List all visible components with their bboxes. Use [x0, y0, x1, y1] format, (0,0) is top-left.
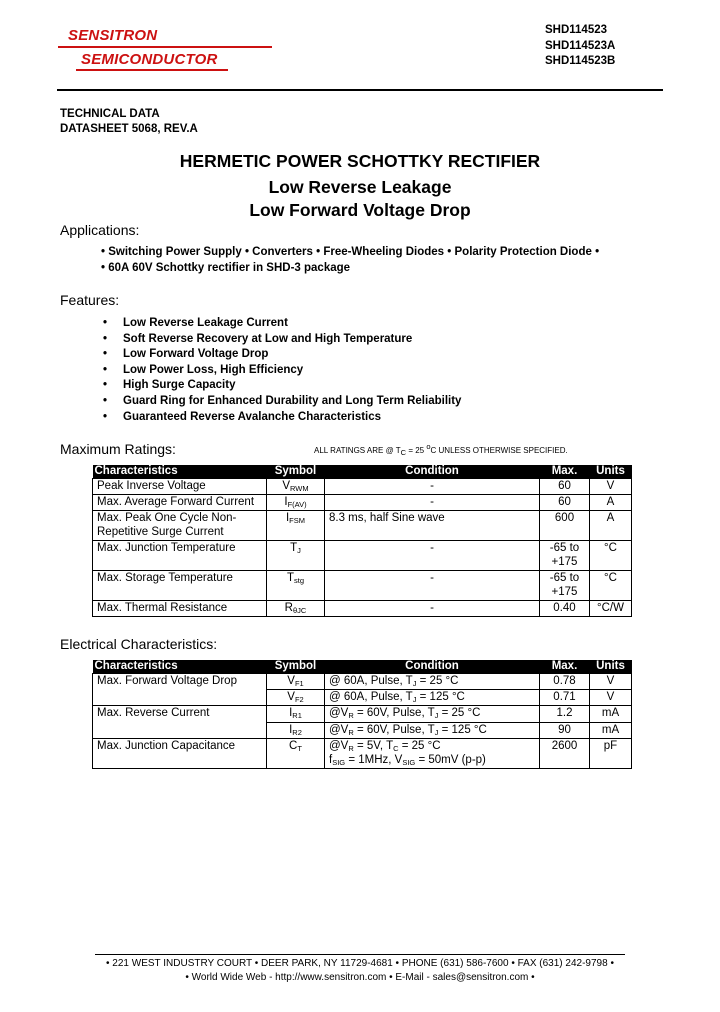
table-cell: 60 — [540, 495, 590, 511]
table-cell: $V_{RWM}$ — [267, 479, 325, 495]
list-item: • Low Forward Voltage Drop — [103, 348, 269, 361]
col-symbol: Symbol — [267, 465, 325, 479]
table-cell: $I_{F(AV)}$ — [267, 495, 325, 511]
doc-type: TECHNICAL DATA — [60, 108, 160, 120]
col-units: Units — [590, 660, 632, 674]
features-list — [103, 316, 461, 425]
table-cell: $V_{F1}$ — [267, 674, 325, 690]
table-cell: Max. Peak One Cycle Non-Repetitive Surge Current — [93, 511, 267, 541]
table-cell: Max. Junction Temperature — [93, 541, 267, 571]
table-row — [93, 541, 632, 571]
table-header-row — [93, 660, 632, 674]
company-name-line1: SENSITRON — [68, 27, 158, 44]
datasheet-rev: DATASHEET 5068, REV.A — [60, 122, 198, 135]
table-cell: $T_{stg}$ — [267, 571, 325, 601]
table-cell: V — [590, 479, 632, 495]
part-numbers — [545, 23, 615, 70]
table-row — [93, 495, 632, 511]
col-max: Max. — [540, 660, 590, 674]
table-cell: $I_{FSM}$ — [267, 511, 325, 541]
logo-rule-bottom — [76, 69, 228, 71]
logo-rule-top — [58, 46, 272, 48]
table-cell: 0.40 — [540, 601, 590, 617]
table-cell: 60 — [540, 479, 590, 495]
subtitle-1: Low Reverse Leakage — [268, 177, 452, 197]
col-symbol: Symbol — [267, 660, 325, 674]
col-max: Max. — [540, 465, 590, 479]
table-row — [93, 571, 632, 601]
table-cell: A — [590, 511, 632, 541]
footer-contact: • World Wide Web - http://www.sensitron.com • E-Mail - sales@sensitron.com • — [185, 972, 535, 983]
electrical-heading: Electrical Characteristics: — [60, 636, 218, 652]
table-cell: 90 — [540, 723, 590, 739]
part-number: SHD114523 — [545, 24, 608, 36]
table-cell: Max. Junction Capacitance — [93, 739, 267, 769]
company-logo — [68, 27, 218, 68]
table-cell: @ 60A, Pulse, $T_J = 25$ °C — [325, 674, 540, 690]
table-header-row — [93, 465, 632, 479]
list-item: • Guaranteed Reverse Avalanche Characteristics — [103, 410, 382, 423]
table-cell: °C — [590, 541, 632, 571]
footer-divider — [95, 954, 625, 955]
table-cell: - — [325, 571, 540, 601]
part-number: SHD114523B — [545, 55, 616, 67]
table-cell: $T_J$ — [267, 541, 325, 571]
col-units: Units — [590, 465, 632, 479]
table-cell: Max. Thermal Resistance — [93, 601, 267, 617]
table-cell: V — [590, 674, 632, 690]
table-row — [93, 706, 632, 723]
table-cell: V — [590, 690, 632, 706]
list-item: • Low Power Loss, High Efficiency — [103, 363, 304, 376]
applications-line-2: • 60A 60V Schottky rectifier in SHD-3 package — [101, 262, 351, 274]
list-item: • Soft Reverse Recovery at Low and High Temperature — [103, 332, 413, 345]
table-cell: 0.78 — [540, 674, 590, 690]
table-cell: °C/W — [590, 601, 632, 617]
table-cell: - — [325, 601, 540, 617]
table-cell: -65 to +175 — [540, 571, 590, 601]
table-cell: 2600 — [540, 739, 590, 769]
ratings-note: ALL RATINGS ARE @ $T_C = 25$ $^o$C UNLESS OTHERWISE SPECIFIED. — [314, 442, 568, 457]
table-cell: $I_{R2}$ — [267, 723, 325, 739]
electrical-table — [92, 660, 632, 769]
table-cell: 8.3 ms, half Sine wave — [325, 511, 540, 541]
table-cell: mA — [590, 723, 632, 739]
page-title: HERMETIC POWER SCHOTTKY RECTIFIER — [179, 151, 541, 171]
table-cell: $C_T$ — [267, 739, 325, 769]
subtitle-2: Low Forward Voltage Drop — [249, 200, 471, 220]
footer-address: • 221 WEST INDUSTRY COURT • DEER PARK, NY 11729-4681 • PHONE (631) 586-7600 • FAX (631) 242-9798 • — [106, 958, 614, 969]
table-cell: Max. Forward Voltage Drop — [93, 674, 267, 706]
table-cell: $V_{F2}$ — [267, 690, 325, 706]
col-characteristics: Characteristics — [93, 660, 267, 674]
table-cell: $I_{R1}$ — [267, 706, 325, 723]
table-cell: 600 — [540, 511, 590, 541]
table-row — [93, 739, 632, 769]
table-cell: 0.71 — [540, 690, 590, 706]
table-cell: mA — [590, 706, 632, 723]
table-cell: °C — [590, 571, 632, 601]
table-row — [93, 674, 632, 690]
applications-line-1: • Switching Power Supply • Converters • Free-Wheeling Diodes • Polarity Protection Diode • — [101, 246, 600, 258]
max-ratings-table — [92, 465, 632, 617]
max-ratings-heading: Maximum Ratings: — [60, 441, 176, 457]
table-cell: $@V_R = 60V$, Pulse, $T_J = 125$ °C — [325, 723, 540, 739]
table-cell: - — [325, 541, 540, 571]
table-cell: $@V_R = 5V$, $T_C = 25$ °C $f_{SIG} = 1MHz$, $V_{SIG} = 50mV$ (p-p) — [325, 739, 540, 769]
table-cell: A — [590, 495, 632, 511]
table-cell: $R_{\theta JC}$ — [267, 601, 325, 617]
table-cell: $@V_R = 60V$, Pulse, $T_J = 25$ °C — [325, 706, 540, 723]
col-condition: Condition — [325, 660, 540, 674]
table-cell: - — [325, 479, 540, 495]
table-cell: 1.2 — [540, 706, 590, 723]
table-row — [93, 479, 632, 495]
table-row — [93, 511, 632, 541]
list-item: • High Surge Capacity — [103, 379, 236, 392]
company-name-line2: SEMICONDUCTOR — [81, 51, 218, 68]
applications-heading: Applications: — [60, 222, 140, 238]
col-characteristics: Characteristics — [93, 465, 267, 479]
features-heading: Features: — [60, 292, 120, 308]
table-cell: Max. Reverse Current — [93, 706, 267, 739]
table-cell: Max. Storage Temperature — [93, 571, 267, 601]
table-cell: Max. Average Forward Current — [93, 495, 267, 511]
table-row — [93, 601, 632, 617]
part-number: SHD114523A — [545, 39, 616, 52]
col-condition: Condition — [325, 465, 540, 479]
table-cell: pF — [590, 739, 632, 769]
table-cell: Peak Inverse Voltage — [93, 479, 267, 495]
table-cell: @ 60A, Pulse, $T_J = 125$ °C — [325, 690, 540, 706]
table-cell: - — [325, 495, 540, 511]
table-cell: -65 to +175 — [540, 541, 590, 571]
list-item: • Guard Ring for Enhanced Durability and Long Term Reliability — [103, 394, 462, 407]
list-item: • Low Reverse Leakage Current — [103, 317, 288, 329]
doc-info — [60, 107, 198, 136]
header-divider — [57, 89, 663, 91]
